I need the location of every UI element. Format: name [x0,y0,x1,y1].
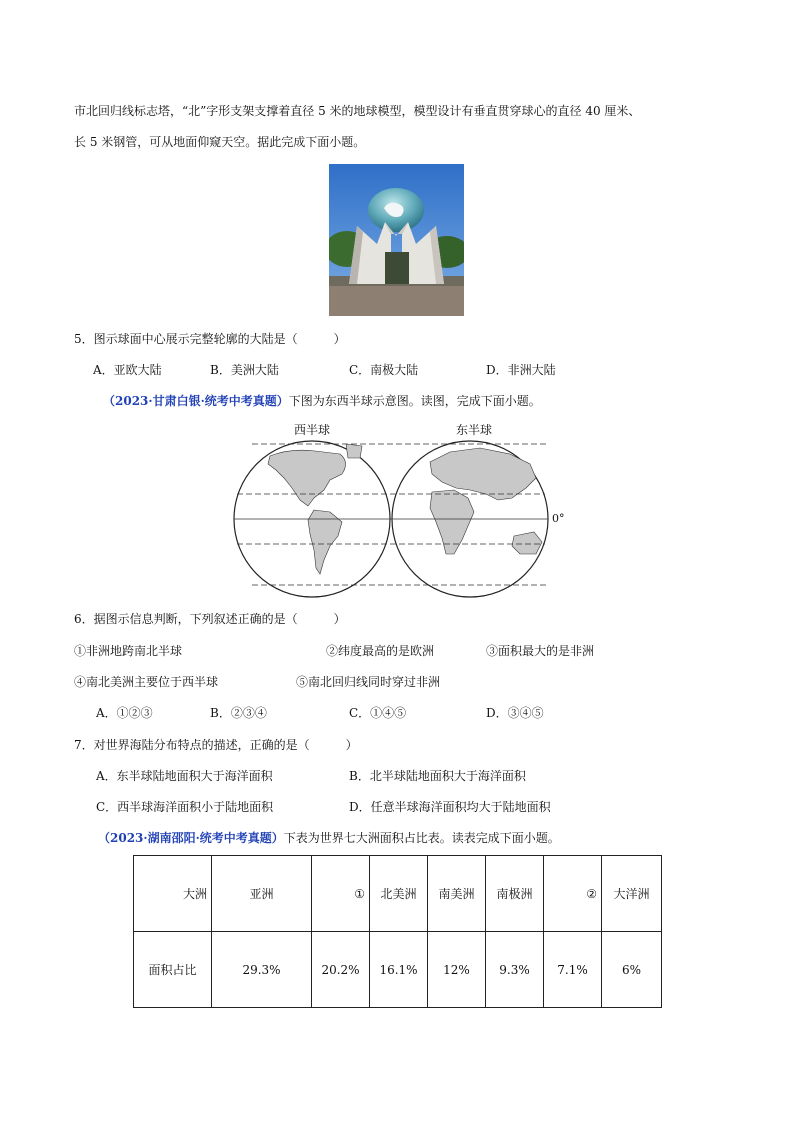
intro-line-1: 市北回归线标志塔，“北”字形支架支撑着直径 5 米的地球模型，模型设计有垂直贯穿球心的直径 40 厘米、 [74,104,641,118]
table-header-row [134,856,662,932]
section-3-intro [98,830,560,846]
q6-statement-4: ④南北美洲主要位于西半球 [74,675,219,689]
q5-option-d: D．非洲大陆 [486,363,556,377]
q5-option-b: B．美洲大陆 [210,363,279,377]
q6-statement-5: ⑤南北回归线同时穿过非洲 [296,675,441,689]
q6-statement-1: ①非洲地跨南北半球 [74,644,183,658]
table-header-cell: ① [312,856,370,932]
globe-monument-photo [329,164,464,316]
continent-area-table [133,855,662,1008]
question-6-stem: 6．据图示信息判断，下列叙述正确的是（ ） [74,612,346,626]
section-3-text: 下表为世界七大洲面积占比表。读表完成下面小题。 [283,831,560,845]
table-header-cell: 北美洲 [370,856,428,932]
q7-option-d: D．任意半球海洋面积均大于陆地面积 [349,800,551,814]
q6-option-d: D．③④⑤ [486,706,544,720]
section-2-source: （2023·甘肃白银·统考中考真题） [103,394,289,408]
table-cell: 9.3% [486,932,544,1008]
section-2-intro [103,393,541,409]
table-header-cell: 南美洲 [428,856,486,932]
q6-statement-3: ③面积最大的是非洲 [486,644,595,658]
table-header-cell: 亚洲 [212,856,312,932]
greenland-shape [346,444,362,458]
hemispheres-map [230,418,570,598]
section-3-source: （2023·湖南邵阳·统考中考真题） [98,831,284,845]
q5-option-c: C．南极大陆 [349,363,419,377]
equator-label: 0° [552,512,565,525]
q6-option-b: B．②③④ [210,706,267,720]
table-cell: 面积占比 [134,932,212,1008]
intro-line-2: 长 5 米钢管，可从地面仰窥天空。据此完成下面小题。 [74,135,366,149]
west-hemisphere-label: 西半球 [293,423,331,437]
q7-option-c: C．西半球海洋面积小于陆地面积 [96,800,274,814]
table-cell: 20.2% [312,932,370,1008]
east-hemisphere-label: 东半球 [455,423,493,437]
table-header-cell: 大洋洲 [602,856,662,932]
table-header-cell: 南极洲 [486,856,544,932]
table-cell: 16.1% [370,932,428,1008]
q6-option-a: A．①②③ [96,706,153,720]
q5-option-a: A．亚欧大陆 [93,363,162,377]
table-cell: 12% [428,932,486,1008]
table-row [134,932,662,1008]
table-cell: 7.1% [544,932,602,1008]
question-7-stem: 7．对世界海陆分布特点的描述，正确的是（ ） [74,738,358,752]
table-cell: 29.3% [212,932,312,1008]
table-header-cell: 大洲 [134,856,212,932]
q6-option-c: C．①④⑤ [349,706,407,720]
question-5-stem: 5．图示球面中心展示完整轮廓的大陆是（ ） [74,332,346,346]
section-2-text: 下图为东西半球示意图。读图，完成下面小题。 [288,394,541,408]
q6-statement-2: ②纬度最高的是欧洲 [326,644,435,658]
table-cell: 6% [602,932,662,1008]
table-header-cell: ② [544,856,602,932]
q7-option-b: B．北半球陆地面积大于海洋面积 [349,769,526,783]
q7-option-a: A．东半球陆地面积大于海洋面积 [96,769,273,783]
